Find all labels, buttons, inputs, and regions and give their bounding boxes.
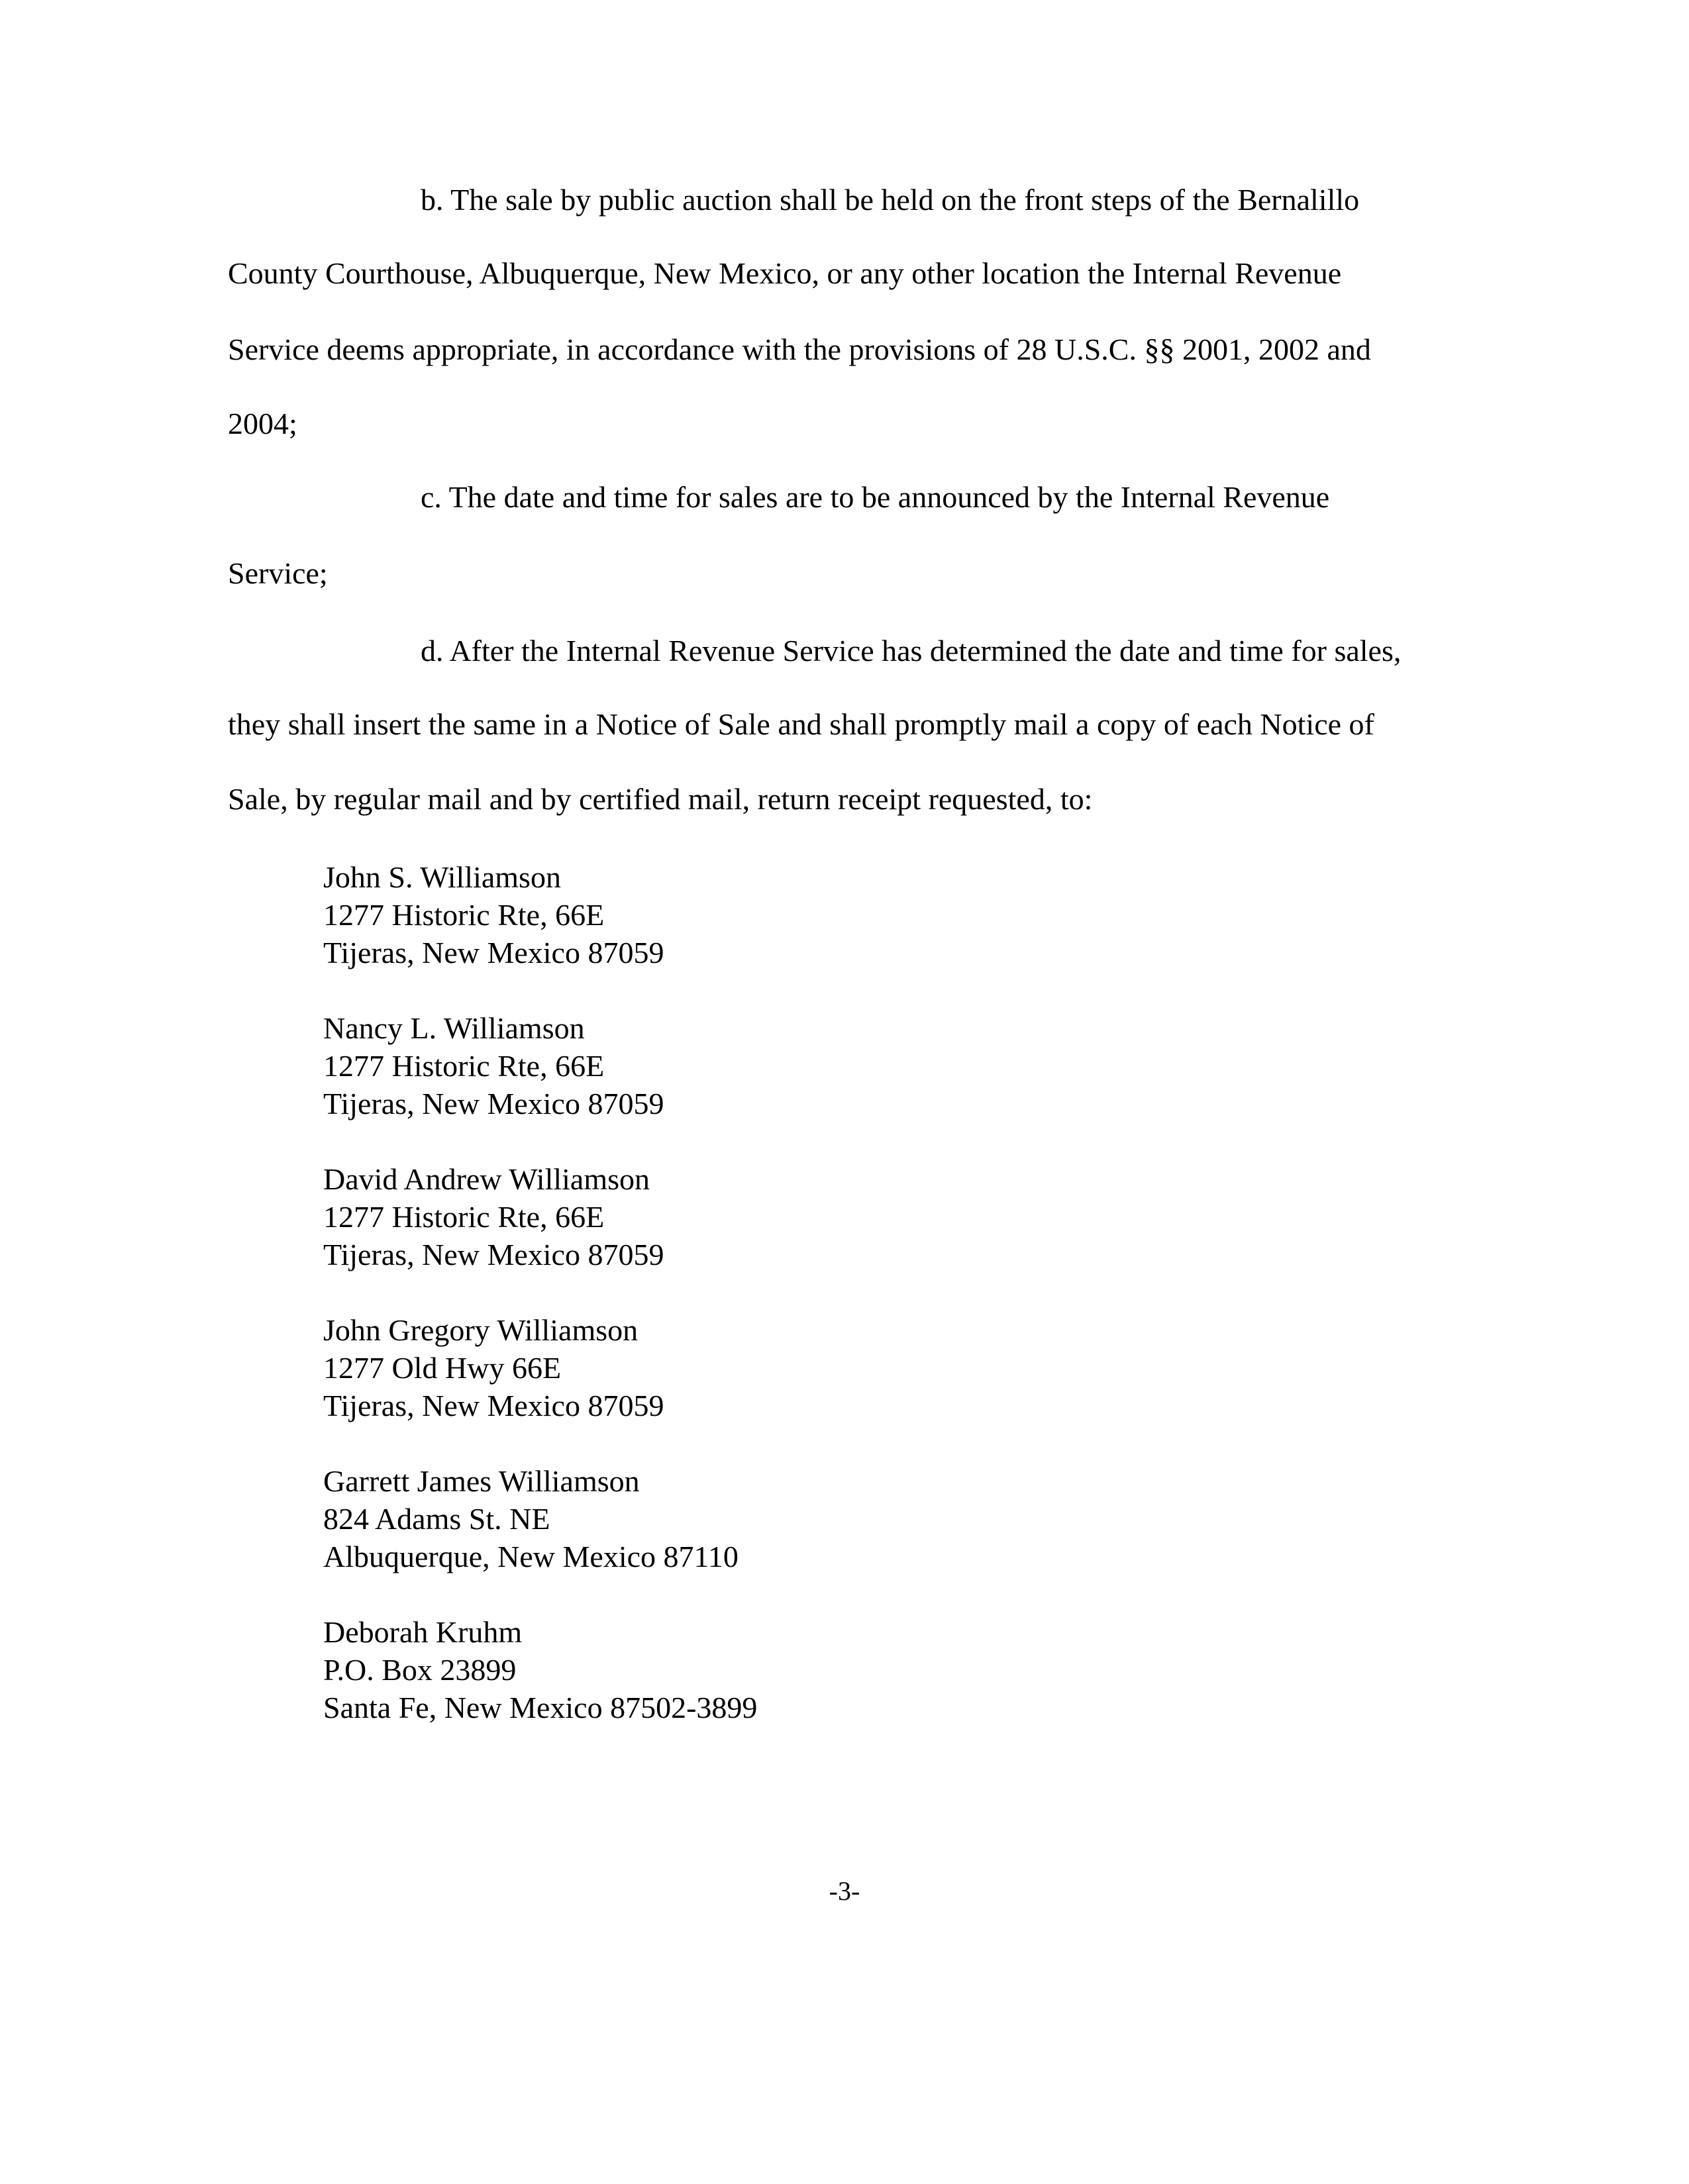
address-city: Albuquerque, New Mexico 87110 (323, 1540, 739, 1573)
address-street: 1277 Old Hwy 66E (323, 1351, 562, 1385)
address-block (323, 858, 664, 971)
address-block (323, 1462, 739, 1575)
paragraph-d-line-2: they shall insert the same in a Notice of Sale and shall promptly mail a copy of each Notice of (228, 707, 1374, 741)
address-block (323, 1613, 757, 1726)
address-street: 1277 Historic Rte, 66E (323, 1200, 605, 1234)
address-block (323, 1160, 664, 1273)
address-name: David Andrew Williamson (323, 1162, 650, 1196)
paragraph-d-line-3: Sale, by regular mail and by certified mail, return receipt requested, to: (228, 782, 1093, 816)
page-number: -3- (829, 1876, 860, 1906)
address-name: Garrett James Williamson (323, 1464, 640, 1498)
paragraph-d-line-1: d. After the Internal Revenue Service has determined the date and time for sales, (421, 634, 1402, 668)
address-street: P.O. Box 23899 (323, 1653, 517, 1687)
paragraph-b-line-1: b. The sale by public auction shall be held on the front steps of the Bernalillo (421, 183, 1360, 217)
address-city: Tijeras, New Mexico 87059 (323, 936, 664, 969)
paragraph-b-line-4: 2004; (228, 407, 297, 440)
address-city: Santa Fe, New Mexico 87502-3899 (323, 1691, 758, 1724)
address-name: John S. Williamson (323, 860, 561, 894)
address-name: Deborah Kruhm (323, 1615, 523, 1649)
paragraph-b-line-2: County Courthouse, Albuquerque, New Mexico, or any other location the Internal Revenue (228, 256, 1342, 290)
paragraph-c-line-2: Service; (228, 556, 328, 590)
address-city: Tijeras, New Mexico 87059 (323, 1389, 664, 1422)
address-name: Nancy L. Williamson (323, 1011, 585, 1045)
address-city: Tijeras, New Mexico 87059 (323, 1087, 664, 1120)
address-block (323, 1009, 664, 1122)
address-street: 1277 Historic Rte, 66E (323, 898, 605, 932)
address-city: Tijeras, New Mexico 87059 (323, 1238, 664, 1271)
address-street: 1277 Historic Rte, 66E (323, 1049, 605, 1083)
address-name: John Gregory Williamson (323, 1313, 639, 1347)
paragraph-c-line-1: c. The date and time for sales are to be announced by the Internal Revenue (421, 480, 1330, 514)
paragraph-b-line-3: Service deems appropriate, in accordance with the provisions of 28 U.S.C. §§ 2001, 2002 and (228, 332, 1371, 366)
address-block (323, 1311, 664, 1424)
address-street: 824 Adams St. NE (323, 1502, 550, 1536)
